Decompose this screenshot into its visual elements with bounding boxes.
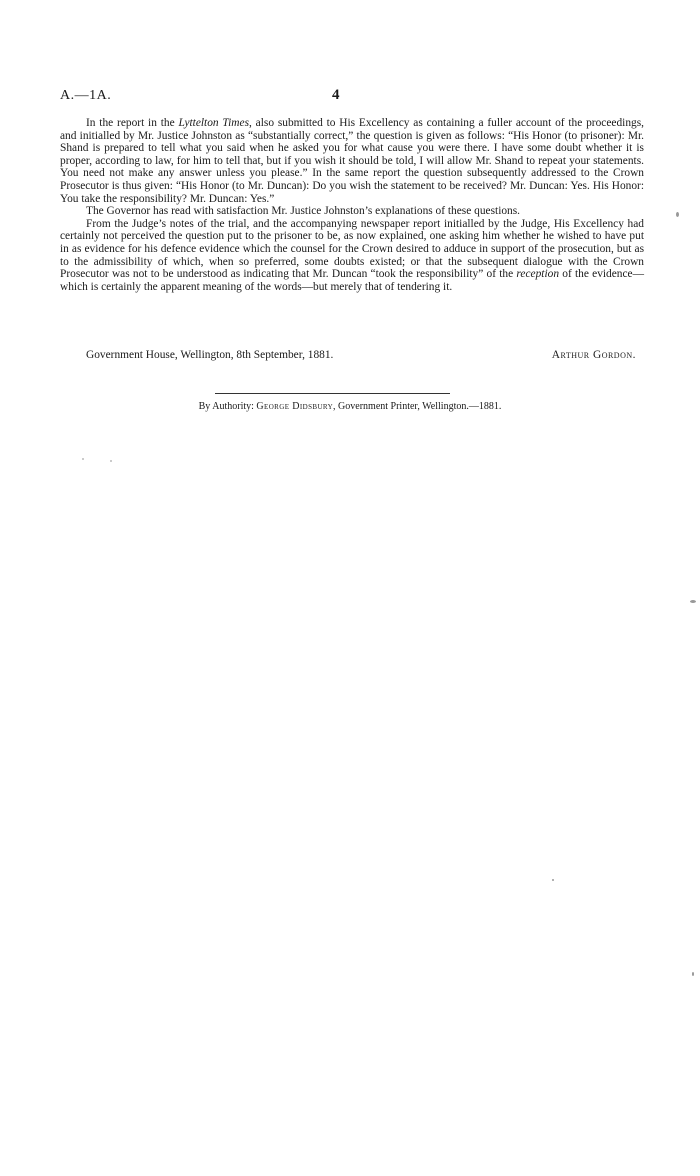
paragraph-3-text-a: From the Judge’s notes of the trial, and the accompanying newspaper report initialled by the Judge, His Excellency had certainly not perceived the question put to the prisoner to be, as now explained, one asking him whether he wished to have put in as evidence for his defence evidence which the counsel for the Crown desired to adduce in support of the prosecution, but as to the admissibility of which, when so preferred, some doubts existed; or that the subsequent dialogue with the Crown Prosecutor was not to be understood as indicating that Mr. Duncan “took the responsibility” of the bbox=[60, 217, 644, 281]
paper-reference: A.—1A. bbox=[60, 88, 112, 103]
scan-speck bbox=[676, 212, 679, 217]
printer-name: George Didsbury bbox=[256, 401, 334, 412]
paragraph-governor-satisfaction bbox=[60, 205, 644, 218]
newspaper-title: Lyttelton Times bbox=[178, 117, 250, 129]
place-and-date: Government House, Wellington, 8th September, 1881. bbox=[86, 349, 334, 361]
paragraph-1-text-a: In the report in the bbox=[86, 117, 179, 129]
imprint-suffix: , Government Printer, Wellington.—1881. bbox=[333, 401, 502, 412]
printer-imprint bbox=[0, 401, 700, 412]
imprint-prefix: By Authority: bbox=[198, 401, 257, 412]
paragraph-judge-notes bbox=[60, 218, 644, 294]
emphasis-reception: reception bbox=[516, 268, 560, 281]
paragraph-lyttelton-report bbox=[60, 117, 644, 205]
signatory-name: Arthur Gordon. bbox=[551, 349, 636, 361]
scan-speck bbox=[692, 972, 694, 976]
body-text bbox=[60, 117, 644, 293]
divider-rule bbox=[215, 393, 450, 394]
page-header bbox=[60, 88, 640, 108]
scan-speck bbox=[110, 460, 112, 462]
paragraph-2-text: The Governor has read with satisfaction Mr. Justice Johnston’s explanations of these questions. bbox=[86, 205, 521, 218]
paragraph-1-text-b: , also submitted to His Excellency as containing a fuller account of the proceedings, and initialled by Mr. Justice Johnston as “substantially correct,” the question is given as follows: “His Honor (to prisoner): Mr. Shand is prepared to tell what you said when he asked you for what cause you were there. I have some doubt whether it is proper, according to law, for him to tell that, but if you wish it should be told, I will allow Mr. Shand to repeat your statements. You need not make any answer unless you please.” In the same report the question subsequently addressed to the Crown Prosecutor is thus given: “His Honor (to Mr. Duncan): Do you wish the statement to be received? Mr. Duncan: Yes. His Honor: You take the responsibility? Mr. Duncan: Yes.” bbox=[60, 117, 644, 205]
scan-speck bbox=[552, 879, 554, 881]
scan-speck bbox=[690, 600, 696, 603]
page-number: 4 bbox=[332, 87, 340, 103]
scan-speck bbox=[82, 458, 84, 460]
paragraph-3-text-b: of the evidence—which is certainly the apparent meaning of the words—but merely that of tendering it. bbox=[60, 268, 644, 293]
